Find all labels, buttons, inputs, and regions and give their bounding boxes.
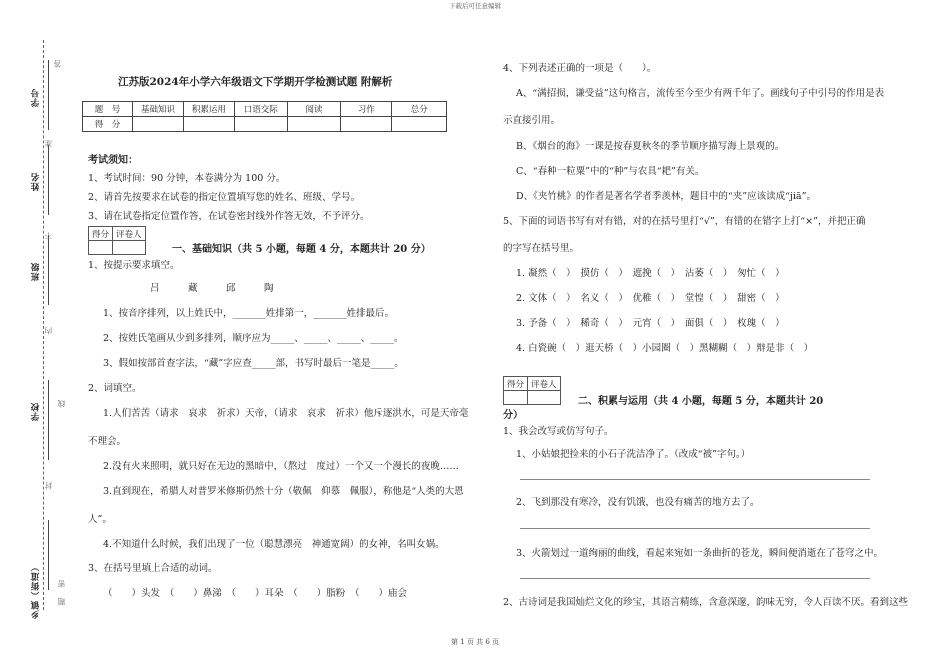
- margin-note: 准: [44, 140, 53, 148]
- sub-question: 4.不知道什么时候，我们出现了一位（聪慧漂亮 神通宽阔）的女神，名叫女娲。: [103, 539, 445, 550]
- township-label: 乡镇（街道）: [31, 562, 41, 619]
- margin-note: 密: [57, 580, 66, 588]
- score-table-header: 口语交际: [234, 102, 287, 117]
- name-label: 姓名: [31, 172, 41, 191]
- score-table: [82, 101, 447, 132]
- score-table-header: 基础知识: [133, 102, 184, 117]
- underline: [48, 235, 49, 305]
- score-cell[interactable]: [183, 117, 234, 132]
- sub-question: 2.没有火来照明，就只好在无边的黑暗中，（熬过 度过）一个又一个漫长的夜晚……: [103, 461, 459, 472]
- margin-note: 不: [44, 232, 53, 240]
- question: 的字写在括号里。: [503, 243, 580, 254]
- word-row: 1. 凝然（ ） 摸仿（ ） 遮挽（ ） 沾萎（ ） 匆忙（ ）: [516, 268, 785, 279]
- sub-question: 3、假如按部首查字法，“藏”字应查_____部，书写时最后一笔是_____。: [103, 358, 404, 369]
- sub-question: 1.人们苦苦（请求 哀求 祈求）天帝，（请求 哀求 祈求）他斥逐洪水，可是天帝毫: [103, 408, 469, 419]
- page-footer: 第 1 页 共 6 页: [450, 638, 500, 646]
- score-table-header: 阅读: [287, 102, 341, 117]
- score-table-header: 习作: [341, 102, 392, 117]
- scorer-reviewer-label: 评卷人: [528, 377, 561, 391]
- score-table-header: 积累运用: [183, 102, 234, 117]
- question: 4、下列表述正确的一项是（ ）。: [503, 63, 657, 74]
- margin-note: 题: [57, 598, 66, 606]
- score-table-header: 题 号: [83, 102, 133, 117]
- underline: [48, 520, 49, 590]
- notice-item: 3、请在试卷指定位置作答，在试卷密封线外作答无效，不予评分。: [88, 211, 370, 222]
- sub-question: 不理会。: [88, 436, 127, 447]
- sub-question: 1、小姑娘把捡来的小石子洗洁净了。（改成“被”字句。）: [516, 449, 751, 460]
- section2-heading-cont: 分）: [503, 410, 523, 421]
- sub-question: 1、按音序排列，以上姓氏中，_______姓排第一，_______姓排最后。: [103, 308, 395, 319]
- score-cell[interactable]: [234, 117, 287, 132]
- option: D、《夹竹桃》的作者是著名学者季羡林，题目中的“夹”应该读成“jiā”。: [516, 191, 816, 202]
- student-id-label: 学号: [31, 88, 41, 107]
- word-row: 4. 白瓷碗（ ）逛天桥（ ）小园圈（ ）黑糊糊（ ）辩是非（ ）: [516, 343, 814, 354]
- option: A、“满招损，谦受益”这句格言，流传至今至少有两千年了。画线句子中引号的作用是表: [516, 88, 885, 99]
- option: C、“春种一粒粟”中的“种”与农具“耙”有关。: [516, 166, 705, 177]
- scorer-box: [503, 376, 561, 405]
- question-chars: 吕 藏 邱 陶: [150, 283, 274, 294]
- sub-question: 2、按姓氏笔画从少到多排列，顺序应为_____、_____、_____、_____。: [103, 333, 404, 344]
- scorer-score-cell[interactable]: [89, 241, 113, 255]
- question: 2、古诗词是我国灿烂文化的珍宝，其语言精练，含意深邃，韵味无穷，令人百读不厌。看到这些: [503, 597, 909, 608]
- margin-note: 线: [57, 400, 66, 408]
- question: 1、按提示要求填空。: [88, 260, 180, 271]
- score-table-header: 总分: [392, 102, 447, 117]
- margin-note: 封: [44, 482, 53, 490]
- scorer-score-label: 得分: [504, 377, 528, 391]
- question: 3、在括号里填上合适的动词。: [88, 563, 218, 574]
- scorer-score-cell[interactable]: [504, 391, 528, 405]
- score-cell[interactable]: [287, 117, 341, 132]
- class-label: 班级: [31, 262, 41, 281]
- section2-heading: 二、积累与运用（共 4 小题，每题 5 分，本题共计 20: [578, 396, 824, 407]
- scorer-reviewer-cell[interactable]: [528, 391, 561, 405]
- sub-question: 3、火箭划过一道绚丽的曲线，看起来宛如一条曲折的苍龙，瞬间便消逝在了苍穹之中。: [516, 548, 884, 559]
- notice-item: 2、请首先按要求在试卷的指定位置填写您的姓名、班级、学号。: [88, 192, 361, 203]
- question: 1、我会改写或仿写句子。: [503, 426, 614, 437]
- score-cell[interactable]: [133, 117, 184, 132]
- option: 示直接引用。: [503, 115, 561, 126]
- underline: [48, 145, 49, 215]
- notice-heading: 考试须知：: [88, 155, 138, 166]
- scorer-reviewer-label: 评卷人: [113, 227, 146, 241]
- option: B、《烟台的海》一课是按春夏秋冬的季节顺序描写海上景观的。: [516, 141, 785, 152]
- margin-note: 答: [53, 60, 62, 68]
- answer-line[interactable]: [520, 528, 870, 529]
- answer-line[interactable]: [520, 479, 870, 480]
- notice-item: 1、考试时间：90 分钟，本卷满分为 100 分。: [88, 173, 286, 184]
- answer-line[interactable]: [520, 578, 870, 579]
- seal-dashed-line: [43, 40, 44, 610]
- section1-heading: 一、基础知识（共 5 小题，每题 4 分，本题共计 20 分）: [172, 244, 431, 255]
- score-row-label: 得 分: [83, 117, 133, 132]
- sub-question: 人”。: [88, 514, 112, 525]
- exam-title: 江苏版2024年小学六年级语文下学期开学检测试题 附解析: [118, 76, 393, 88]
- sub-question: 2、飞到那没有寒冷，没有饥饿，也没有痛苦的地方去了。: [516, 497, 760, 508]
- score-cell[interactable]: [392, 117, 447, 132]
- sub-question: 3.直到现在，希腊人对普罗米修斯仍然十分（敬佩 仰慕 佩服），称他是“人类的大恩: [103, 486, 464, 497]
- word-row: 2. 文体（ ） 名义（ ） 优稚（ ） 堂惶（ ） 甜密（ ）: [516, 293, 785, 304]
- margin-note: 内: [44, 327, 53, 335]
- question: 5、下面的词语书写有对有错，对的在括号里打“√”，有错的在错字上打“×”，并把正确: [503, 216, 866, 227]
- score-cell[interactable]: [341, 117, 392, 132]
- header-note: 下载后可任意编辑: [449, 2, 501, 10]
- school-label: 学校: [31, 402, 41, 421]
- underline: [48, 60, 49, 130]
- scorer-box: [88, 226, 146, 255]
- scorer-score-label: 得分: [89, 227, 113, 241]
- scorer-reviewer-cell[interactable]: [113, 241, 146, 255]
- question: 2、词填空。: [88, 383, 142, 394]
- word-row: 3. 予备（ ） 稀奇（ ） 元宵（ ） 面俱（ ） 枚瑰（ ）: [516, 318, 785, 329]
- underline: [48, 380, 49, 460]
- question-blanks: （ ）头发 （ ）鼻涕 （ ）耳朵 （ ）脂粉 （ ）庙会: [103, 588, 408, 599]
